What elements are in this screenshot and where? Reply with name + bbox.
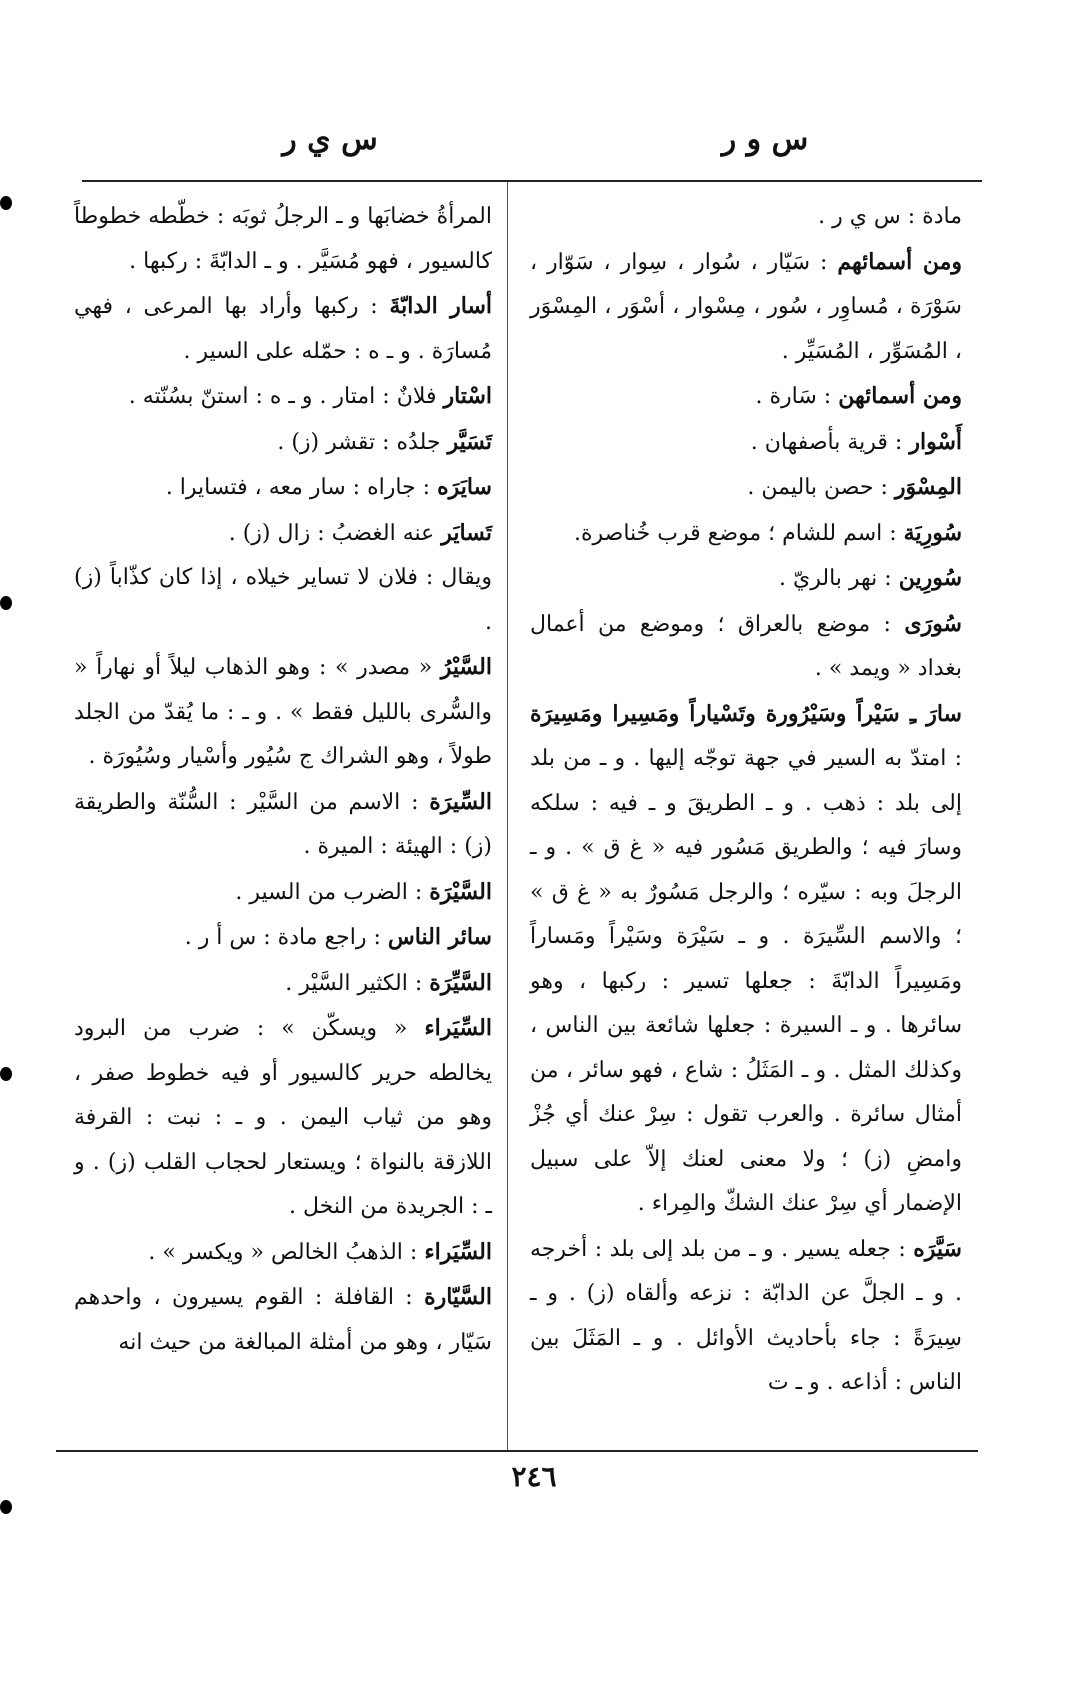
entry [74, 780, 492, 870]
entry-headword: سَيَّرَه [913, 1235, 962, 1262]
entry-headword: السِّيرَة [429, 788, 492, 815]
entry-text: : امتدّ به السير في جهة توجّه إليها . و ـ من بلد إلى بلد : ذهب . و ـ الطريقَ و ـ فيه : سلكه وسارَ فيه ؛ والطريق مَسُور فيه « غ ق » . و ـ الرجلَ وبه : سيّره ؛ والرجل مَسُورٌ به « غ ق » ؛ والاسم السِّيرَة . و ـ سَيْرَة وسَيْراً ومَساراً ومَسِيراً الدابّةَ : جعلها تسير : ركبها ، وهو سائرها . و ـ السيرة : جعلها شائعة بين الناس ، وكذلك المثل . و ـ المَثَلُ : شاع ، فهو سائر ، من أمثال سائرة . والعرب تقول : سِرْ عنك أي جُزْ وامضِ (ز) ؛ ولا معنى لعنك إلاّ على سبيل الإضمار أي سِرْ عنك الشكّ والمِراء . [530, 746, 962, 1216]
entry-text: فلانٌ : امتار . و ـ ه : استنّ بسُنّته . [128, 384, 444, 409]
left-column [74, 195, 492, 1365]
binding-hole-mark [0, 196, 12, 210]
entry-text: جلدُه : تقشر (ز) . [277, 429, 448, 455]
entry-text: : ركبها وأراد بها المرعى ، فهي مُسارَة . و ـ ه : حمّله على السير . [74, 294, 492, 364]
entry-text: : اسم للشام ؛ موضع قرب خُناصرة. [573, 520, 904, 546]
entry-text: : حصن باليمن . [747, 475, 895, 500]
entry-headword: السِّيَراء [424, 1238, 492, 1265]
entry-headword: ومن أسمائهن [838, 383, 962, 409]
running-header-left: س ي ر [282, 122, 378, 157]
entry [530, 465, 962, 511]
entry-text: ويقال : فلان لا تساير خيلاه ، إذا كان كذّاباً (ز) . [74, 565, 492, 635]
entry-text: عنه الغضبُ : زال (ز) . [228, 520, 442, 546]
entry-text: : الذهبُ الخالص « ويكسر » . [148, 1239, 425, 1265]
entry [74, 511, 492, 557]
entry-headword: ومن أسمائهم [837, 248, 963, 275]
entry [74, 284, 492, 374]
entry-text: : الكثير السَّيْر . [285, 970, 430, 996]
entry-headword: المِسْوَر [894, 474, 962, 500]
entry [530, 692, 962, 1227]
entry-headword: سايَرَه [437, 474, 492, 500]
entry [74, 645, 492, 780]
entry [74, 1275, 492, 1365]
column-divider [507, 182, 508, 1450]
entry-text: : جاراه : سار معه ، فتسايرا . [165, 475, 438, 500]
entry [74, 961, 492, 1007]
entry-text: : جعله يسير . و ـ من بلد إلى بلد : أخرجه . و ـ الجلَّ عن الدابّة : نزعه وألقاه (ز) . و ـ سِيرَةً : جاء بأحاديث الأوائل . و ـ المَثَلَ بين الناس : أذاعه . و ـ ت [530, 1236, 962, 1395]
entry-text: المرأةُ خضابَها و ـ الرجلُ ثوبَه : خطّطه خطوطاً كالسيور ، فهو مُسَيَّر . و ـ الدابّةَ : ركبها . [74, 204, 492, 274]
top-rule [82, 180, 982, 182]
entry-text: « مصدر » : وهو الذهاب ليلاً أو نهاراً « والسُّرى بالليل فقط » . و ـ : ما يُقدّ من الجلد طولاً ، وهو الشراك ج سُيُور وأسْيار وسُيُورَة . [74, 655, 492, 769]
entry [74, 420, 492, 466]
entry-headword: سُورِين [898, 565, 962, 591]
entry-headword: السَّيِّرَة [429, 969, 492, 996]
bottom-rule [56, 1450, 978, 1452]
entry [74, 915, 492, 961]
entry-text: « ويسكّن » : ضرب من البرود يخالطه حرير كالسيور أو فيه خطوط صفر ، وهو من ثياب اليمن . و ـ : نبت : القرفة اللازقة بالنواة ؛ ويستعار لحجاب القلب (ز) . و ـ : الجريدة من النخل . [74, 1016, 492, 1219]
entry [74, 1230, 492, 1276]
entry [530, 1227, 962, 1406]
entry-headword: تَسايَر [441, 519, 492, 546]
entry-text: : سَارة . [755, 384, 839, 409]
entry-headword: السَّيْرَة [429, 878, 492, 905]
entry-headword: السَّيْرُ [440, 654, 492, 680]
right-column [530, 195, 962, 1406]
entry-text: : موضع بالعراق ؛ وموضع من أعمال بغداد « ويمد » . [530, 611, 962, 681]
entry [74, 1006, 492, 1230]
page-number: ٢٤٦ [511, 1460, 557, 1493]
entry-text: : راجع مادة : س أ ر . [184, 925, 388, 950]
entry-headword: أسار الدابّةَ [389, 293, 492, 319]
entry [74, 556, 492, 645]
entry [530, 602, 962, 692]
binding-hole-mark [0, 596, 12, 610]
entry-headword: سُورِيَة [903, 519, 962, 546]
entry [530, 556, 962, 602]
binding-hole-mark [0, 1067, 12, 1081]
binding-hole-mark [0, 1500, 12, 1514]
entry-text: : سَيّار ، سُوار ، سِوار ، سَوّار ، سَوْرَة ، مُساوِر ، سُور ، مِسْوار ، أسْوَر ، المِسْوَر ، المُسَوِّر ، المُسَيِّر . [530, 249, 962, 364]
entry [530, 240, 962, 375]
entry-text: : قرية بأصفهان . [750, 429, 910, 455]
entry [74, 870, 492, 916]
entry-text: : القافلة : القوم يسيرون ، واحدهم سَيّار ، وهو من أمثلة المبالغة من حيث انه [74, 1285, 492, 1355]
entry [530, 511, 962, 557]
entry-headword: أَسْوار [909, 428, 962, 455]
entry-headword: سارَ ـِ سَيْراً وسَيْرُورة وتَسْياراً ومَسِيرا ومَسِيرَة [530, 700, 962, 727]
entry [530, 374, 962, 420]
entry-headword: تَسَيَّر [447, 428, 492, 455]
entry [530, 420, 962, 466]
entry [74, 465, 492, 511]
entry-text: مادة : س ي ر . [818, 204, 962, 229]
entry-headword: السِّيَراء [424, 1015, 492, 1041]
entry-text: : نهر بالريّ . [779, 566, 899, 591]
entry-headword: سائر الناس [387, 924, 492, 950]
running-header-right: س و ر [721, 122, 809, 157]
entry [530, 195, 962, 240]
entry-text: : الاسم من السَّيْر : السُّنّة والطريقة (ز) : الهيئة : الميرة . [74, 789, 492, 859]
entry-headword: اسْتار [443, 383, 492, 409]
entry-headword: سُورَى [904, 610, 962, 637]
entry [74, 374, 492, 420]
entry [74, 195, 492, 284]
entry-headword: السَّيّارة [424, 1284, 492, 1310]
entry-text: : الضرب من السير . [235, 879, 430, 905]
